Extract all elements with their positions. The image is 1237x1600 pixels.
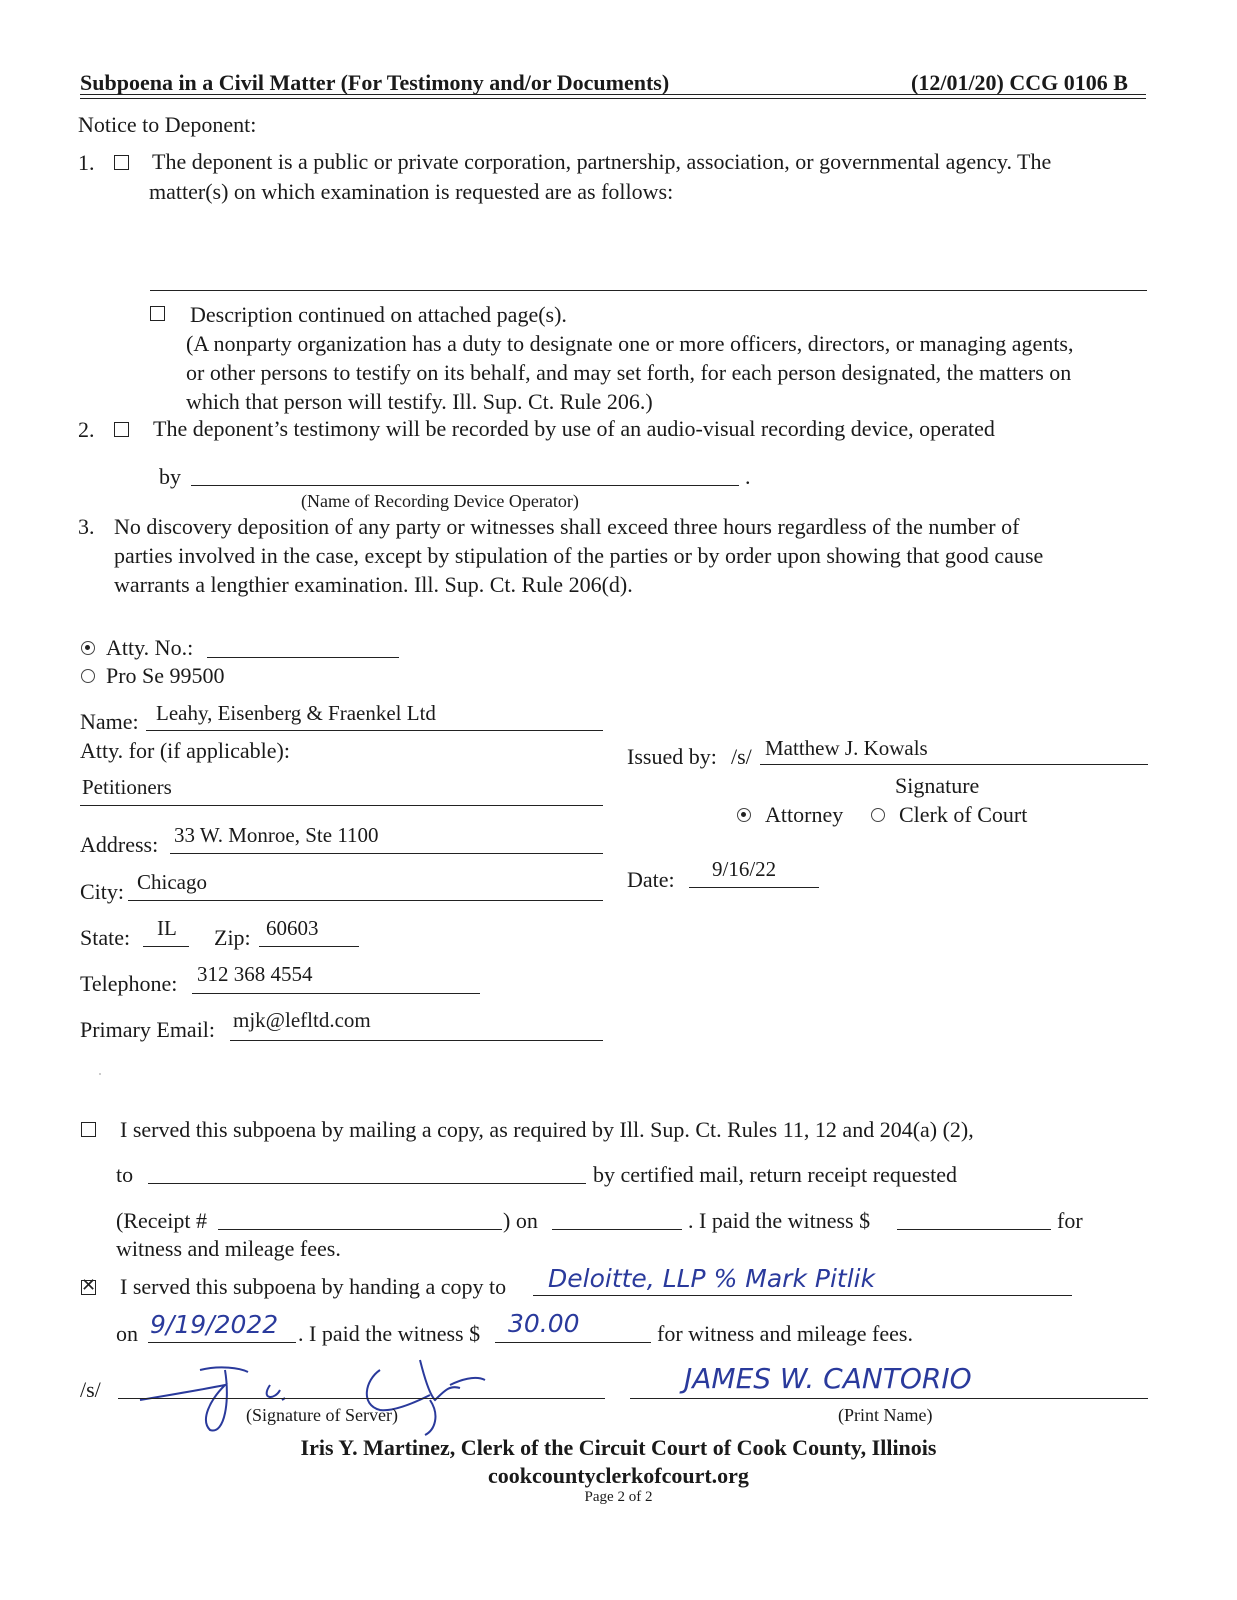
zip-field[interactable]: 60603 — [266, 916, 319, 940]
zip-line — [259, 946, 359, 947]
pro-se-radio[interactable] — [81, 669, 95, 683]
fees-label: for witness and mileage fees. — [657, 1321, 913, 1346]
clerk-option: Clerk of Court — [899, 802, 1028, 827]
note-line3: which that person will testify. Ill. Sup. Ct. Rule 206.) — [186, 389, 653, 414]
item2-text: The deponent’s testimony will be recorded by use of an audio-visual recording device, operated — [153, 416, 995, 441]
form-title: Subpoena in a Civil Matter (For Testimony and/or Documents) — [80, 70, 670, 95]
item3-line2: parties involved in the case, except by stipulation of the parties or by order upon showing that good cause — [114, 543, 1044, 568]
header-rule — [80, 94, 1146, 95]
atty-no-label: Atty. No.: — [106, 635, 194, 660]
telephone-line — [192, 993, 480, 994]
date-field[interactable]: 9/16/22 — [712, 857, 777, 881]
email-label: Primary Email: — [80, 1017, 216, 1042]
item2-checkbox[interactable] — [114, 422, 129, 437]
mail-to-line[interactable] — [148, 1183, 586, 1184]
signature-caption: Signature — [895, 773, 980, 798]
note-line1: (A nonparty organization has a duty to designate one or more officers, directors, or managing agents, — [186, 331, 1074, 356]
city-label: City: — [80, 879, 125, 904]
print-name-field[interactable]: JAMES W. CANTORIO — [684, 1362, 972, 1395]
website: cookcountyclerkofcourt.org — [488, 1463, 749, 1488]
paid-amount-line — [495, 1342, 651, 1343]
item3-line1: No discovery deposition of any party or witnesses shall exceed three hours regardless of the number of — [114, 514, 1020, 539]
date-label: Date: — [627, 867, 675, 892]
operator-period: . — [745, 464, 751, 489]
state-line — [143, 946, 189, 947]
issued-by-line — [760, 764, 1148, 765]
server-signature-line — [118, 1398, 605, 1399]
mail-service-line1: I served this subpoena by mailing a copy, as required by Ill. Sup. Ct. Rules 11, 12 and 204(a) (2), — [120, 1117, 974, 1142]
print-name-caption: (Print Name) — [838, 1405, 933, 1425]
item1-text-line2: matter(s) on which examination is requested are as follows: — [149, 179, 674, 204]
note-line2: or other persons to testify on its behalf, and may set forth, for each person designated, the matters on — [186, 360, 1072, 385]
city-line — [128, 900, 603, 901]
item3-number: 3. — [78, 514, 95, 539]
telephone-field[interactable]: 312 368 4554 — [197, 962, 313, 986]
item3-line3: warrants a lengthier examination. Ill. Sup. Ct. Rule 206(d). — [114, 572, 633, 597]
hand-service-checkbox[interactable] — [81, 1280, 96, 1295]
continued-checkbox[interactable] — [150, 306, 165, 321]
attorney-option: Attorney — [765, 802, 844, 827]
clerk-radio[interactable] — [871, 808, 885, 822]
receipt-line[interactable] — [218, 1229, 502, 1230]
by-label: by — [159, 464, 181, 489]
mail-fee-line[interactable] — [897, 1229, 1051, 1230]
hand-service-label: I served this subpoena by handing a copy to — [120, 1274, 507, 1299]
matters-line[interactable] — [150, 290, 1147, 291]
city-field[interactable]: Chicago — [137, 870, 207, 894]
paid-amount-field[interactable]: 30.00 — [508, 1309, 580, 1338]
state-label: State: — [80, 925, 131, 950]
header-rule-thin — [80, 98, 1146, 99]
name-line — [146, 730, 603, 731]
server-caption: (Signature of Server) — [246, 1405, 398, 1425]
name-label: Name: — [80, 709, 139, 734]
speck — [99, 1073, 101, 1075]
atty-for-line — [80, 805, 603, 806]
to-label: to — [116, 1162, 134, 1187]
zip-label: Zip: — [214, 925, 251, 950]
print-name-line — [630, 1398, 1148, 1399]
attorney-radio[interactable] — [737, 808, 751, 822]
item1-number: 1. — [78, 150, 95, 175]
email-line — [230, 1040, 603, 1041]
notice-heading: Notice to Deponent: — [78, 112, 257, 137]
atty-no-radio[interactable] — [81, 641, 95, 655]
atty-for-label: Atty. for (if applicable): — [80, 738, 290, 763]
state-field[interactable]: IL — [157, 916, 177, 940]
item1-text-line1: The deponent is a public or private corporation, partnership, association, or governmental agency. The — [152, 149, 1052, 174]
issued-by-field[interactable]: Matthew J. Kowals — [765, 736, 928, 760]
name-field[interactable]: Leahy, Eisenberg & Fraenkel Ltd — [156, 701, 436, 725]
served-date-field[interactable]: 9/19/2022 — [150, 1310, 279, 1339]
mail-date-line[interactable] — [552, 1229, 682, 1230]
issued-by-label: Issued by: — [627, 744, 717, 769]
address-label: Address: — [80, 832, 159, 857]
certified-label: by certified mail, return receipt requested — [593, 1162, 958, 1187]
form-code: (12/01/20) CCG 0106 B — [911, 70, 1128, 95]
email-field[interactable]: mjk@lefltd.com — [233, 1008, 371, 1032]
paid-label: . I paid the witness $ — [688, 1208, 871, 1233]
mileage-line: witness and mileage fees. — [116, 1236, 341, 1261]
on-label: on — [116, 1321, 138, 1346]
page-number: Page 2 of 2 — [584, 1489, 653, 1505]
item1-checkbox[interactable] — [114, 155, 129, 170]
continued-label: Description continued on attached page(s). — [190, 302, 567, 327]
sig-prefix: /s/ — [80, 1377, 101, 1402]
atty-no-field[interactable] — [207, 657, 399, 658]
pro-se-label: Pro Se 99500 — [106, 663, 225, 688]
atty-for-field[interactable]: Petitioners — [82, 775, 172, 799]
receipt-label: (Receipt # — [116, 1208, 208, 1233]
telephone-label: Telephone: — [80, 971, 178, 996]
item2-number: 2. — [78, 417, 95, 442]
address-line — [170, 853, 603, 854]
receipt-on-label: ) on — [503, 1208, 538, 1233]
operator-caption: (Name of Recording Device Operator) — [301, 491, 579, 511]
paid2-label: . I paid the witness $ — [298, 1321, 481, 1346]
served-to-line — [533, 1295, 1072, 1296]
clerk-line: Iris Y. Martinez, Clerk of the Circuit Court of Cook County, Illinois — [300, 1435, 937, 1460]
issued-slash-s: /s/ — [731, 744, 752, 769]
for-label: for — [1057, 1208, 1083, 1233]
served-to-field[interactable]: Deloitte, LLP % Mark Pitlik — [548, 1264, 876, 1293]
date-line — [689, 887, 819, 888]
address-field[interactable]: 33 W. Monroe, Ste 1100 — [174, 823, 379, 847]
operator-line[interactable] — [191, 485, 739, 486]
mail-service-checkbox[interactable] — [81, 1122, 96, 1137]
